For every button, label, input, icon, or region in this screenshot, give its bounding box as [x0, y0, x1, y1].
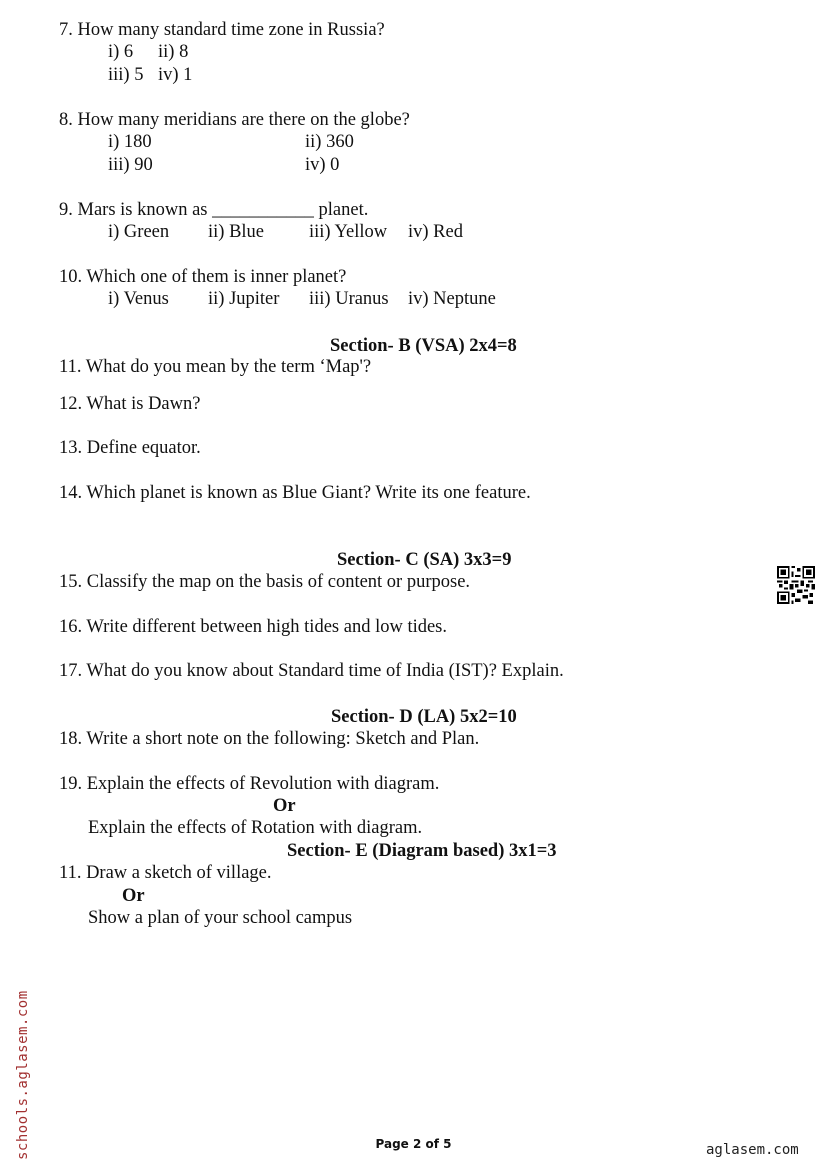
q10-option-2: ii) Jupiter: [208, 289, 280, 309]
question-9: 9. Mars is known as ___________ planet.: [59, 200, 369, 220]
qe-alternative: Show a plan of your school campus: [88, 908, 353, 928]
question-11: 11. What do you mean by the term ‘Map'?: [59, 357, 372, 377]
question-8: 8. How many meridians are there on the globe?: [59, 110, 410, 130]
question-15: 15. Classify the map on the basis of content or purpose.: [59, 572, 471, 592]
q10-option-3: iii) Uranus: [309, 289, 389, 309]
page-number: Page 2 of 5: [375, 1137, 452, 1151]
q10-option-4: iv) Neptune: [408, 289, 496, 309]
q19-or: Or: [273, 796, 296, 816]
qe-or: Or: [122, 886, 145, 906]
q8-option-2: ii) 360: [305, 132, 354, 152]
site-watermark: aglasem.com: [706, 1142, 799, 1158]
q9-option-3: iii) Yellow: [309, 222, 388, 242]
q7-option-4: iv) 1: [158, 65, 193, 85]
section-e-heading: Section- E (Diagram based) 3x1=3: [287, 841, 557, 861]
side-watermark: schools.aglasem.com: [15, 990, 31, 1160]
question-17: 17. What do you know about Standard time of India (IST)? Explain.: [59, 661, 564, 681]
question-16: 16. Write different between high tides and low tides.: [59, 617, 448, 637]
q9-option-2: ii) Blue: [208, 222, 265, 242]
q8-option-3: iii) 90: [108, 155, 153, 175]
q9-option-4: iv) Red: [408, 222, 463, 242]
q19-alternative: Explain the effects of Rotation with diagram.: [88, 818, 423, 838]
section-c-heading: Section- C (SA) 3x3=9: [337, 550, 512, 570]
q7-option-2: ii) 8: [158, 42, 189, 62]
q10-option-1: i) Venus: [108, 289, 169, 309]
question-e-11: 11. Draw a sketch of village.: [59, 863, 272, 883]
question-10: 10. Which one of them is inner planet?: [59, 267, 347, 287]
qr-code-icon: [777, 566, 815, 604]
section-b-heading: Section- B (VSA) 2x4=8: [330, 336, 517, 356]
question-12: 12. What is Dawn?: [59, 394, 201, 414]
q7-option-1: i) 6: [108, 42, 134, 62]
section-d-heading: Section- D (LA) 5x2=10: [331, 707, 517, 727]
question-7: 7. How many standard time zone in Russia?: [59, 20, 385, 40]
q8-option-4: iv) 0: [305, 155, 340, 175]
q7-option-3: iii) 5: [108, 65, 144, 85]
question-19: 19. Explain the effects of Revolution with diagram.: [59, 774, 440, 794]
q9-option-1: i) Green: [108, 222, 170, 242]
q8-option-1: i) 180: [108, 132, 152, 152]
question-14: 14. Which planet is known as Blue Giant? Write its one feature.: [59, 483, 531, 503]
question-13: 13. Define equator.: [59, 438, 201, 458]
question-18: 18. Write a short note on the following: Sketch and Plan.: [59, 729, 480, 749]
